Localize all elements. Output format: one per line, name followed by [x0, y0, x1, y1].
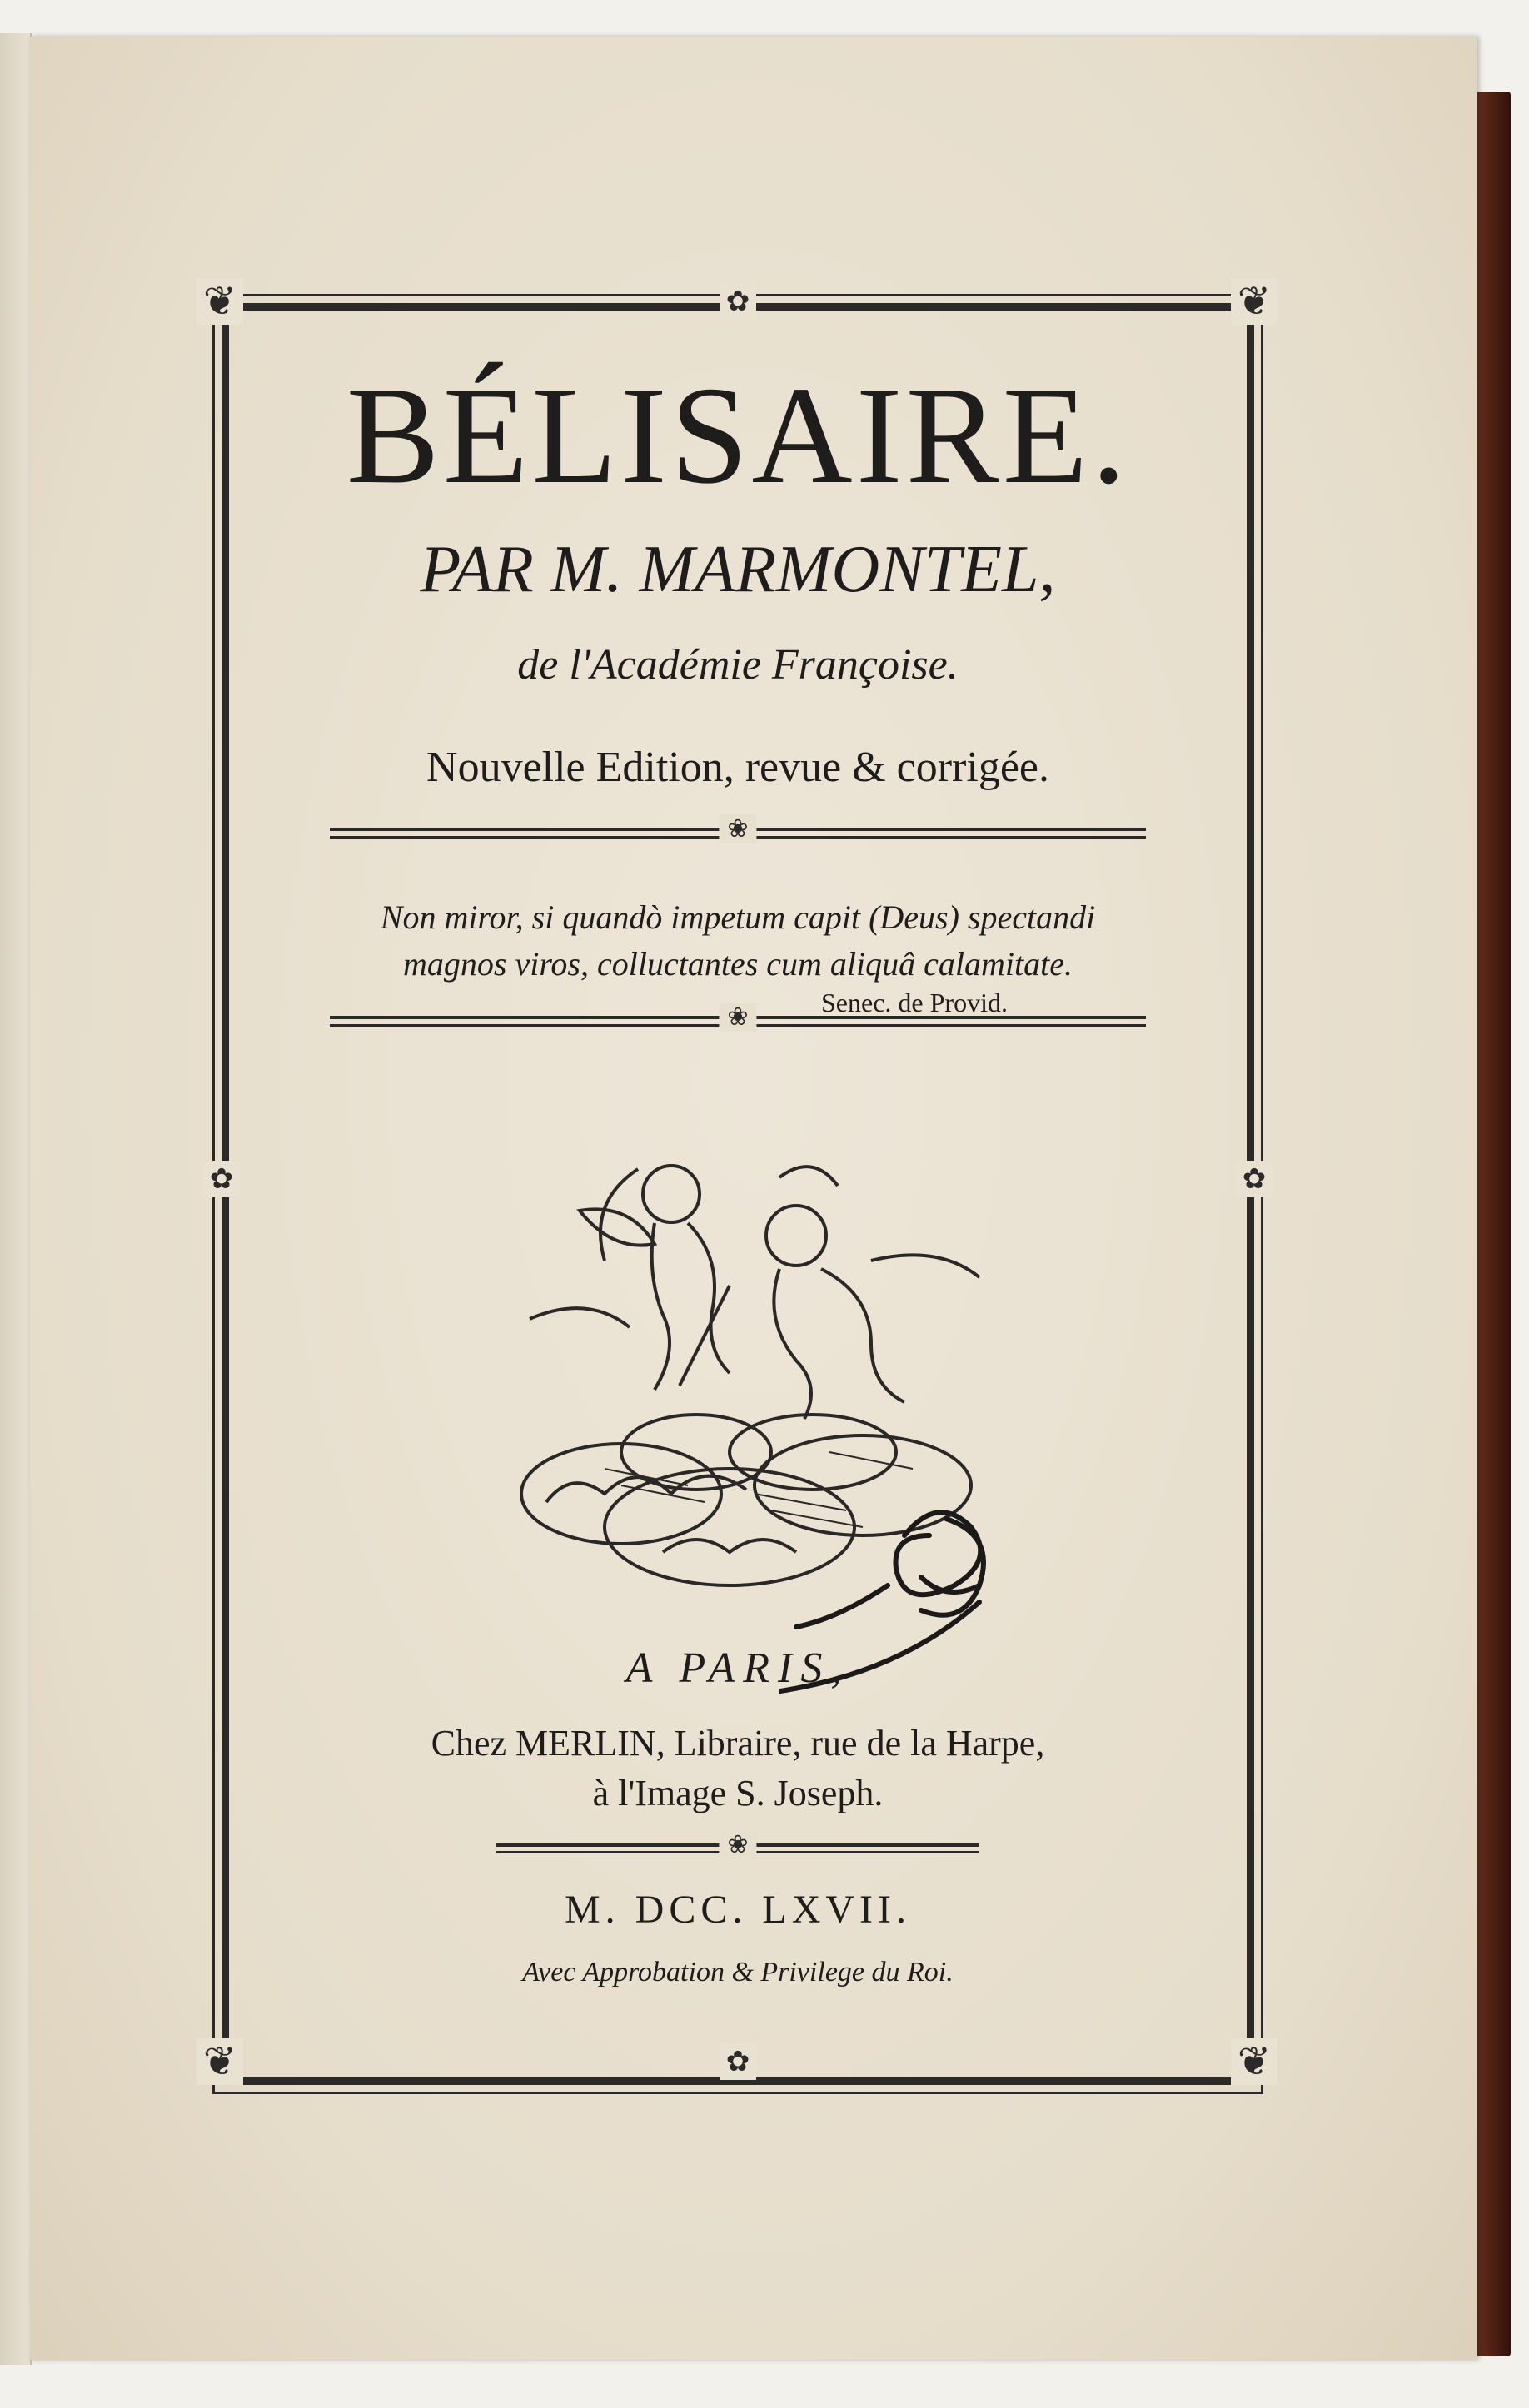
border-ornament-icon: ✿: [203, 1161, 240, 1197]
top-rule: [330, 814, 1146, 843]
epigraph-source: Senec. de Provid.: [821, 988, 1008, 1017]
epigraph: [238, 894, 1238, 988]
epigraph-line: Non miror, si quandò impetum capit (Deus) spectandi: [380, 898, 1096, 936]
facing-page-edge: [0, 33, 32, 2365]
epigraph-line: magnos viros, colluctantes cum aliquâ calamitate.: [403, 945, 1073, 983]
corner-ornament-icon: ❦: [1231, 2038, 1277, 2085]
corner-ornament-icon: ❦: [197, 2038, 243, 2085]
author-line: PAR M. MARMONTEL,: [420, 533, 1056, 606]
bottom-rule: [330, 1003, 1146, 1032]
corner-ornament-icon: ❦: [1231, 278, 1277, 325]
edition-line: Nouvelle Edition, revue & corrigée.: [426, 744, 1049, 791]
border-ornament-icon: ✿: [1236, 1161, 1273, 1197]
title-page: [30, 37, 1477, 2360]
border-ornament-icon: ✿: [720, 283, 756, 320]
rule-ornament-icon: ❀: [719, 1830, 756, 1859]
rule-ornament-icon: ❀: [719, 1003, 756, 1032]
publisher-line: à l'Image S. Joseph.: [592, 1773, 884, 1813]
privilege-line: Avec Approbation & Privilege du Roi.: [522, 1957, 954, 1988]
imprint-year: M. DCC. LXVII.: [565, 1888, 911, 1932]
publisher-line: Chez MERLIN, Libraire, rue de la Harpe,: [431, 1723, 1045, 1764]
corner-ornament-icon: ❦: [197, 278, 243, 325]
border-ornament-icon: ✿: [720, 2043, 756, 2080]
rule-ornament-icon: ❀: [719, 814, 756, 843]
book-title: BÉLISAIRE.: [346, 358, 1130, 513]
imprint-place: A PARIS,: [625, 1644, 850, 1692]
book-binding-edge: [1474, 92, 1511, 2356]
academy-line: de l'Académie Françoise.: [517, 641, 959, 689]
imprint-rule: [496, 1830, 979, 1859]
imprint-publisher: [238, 1719, 1238, 1818]
